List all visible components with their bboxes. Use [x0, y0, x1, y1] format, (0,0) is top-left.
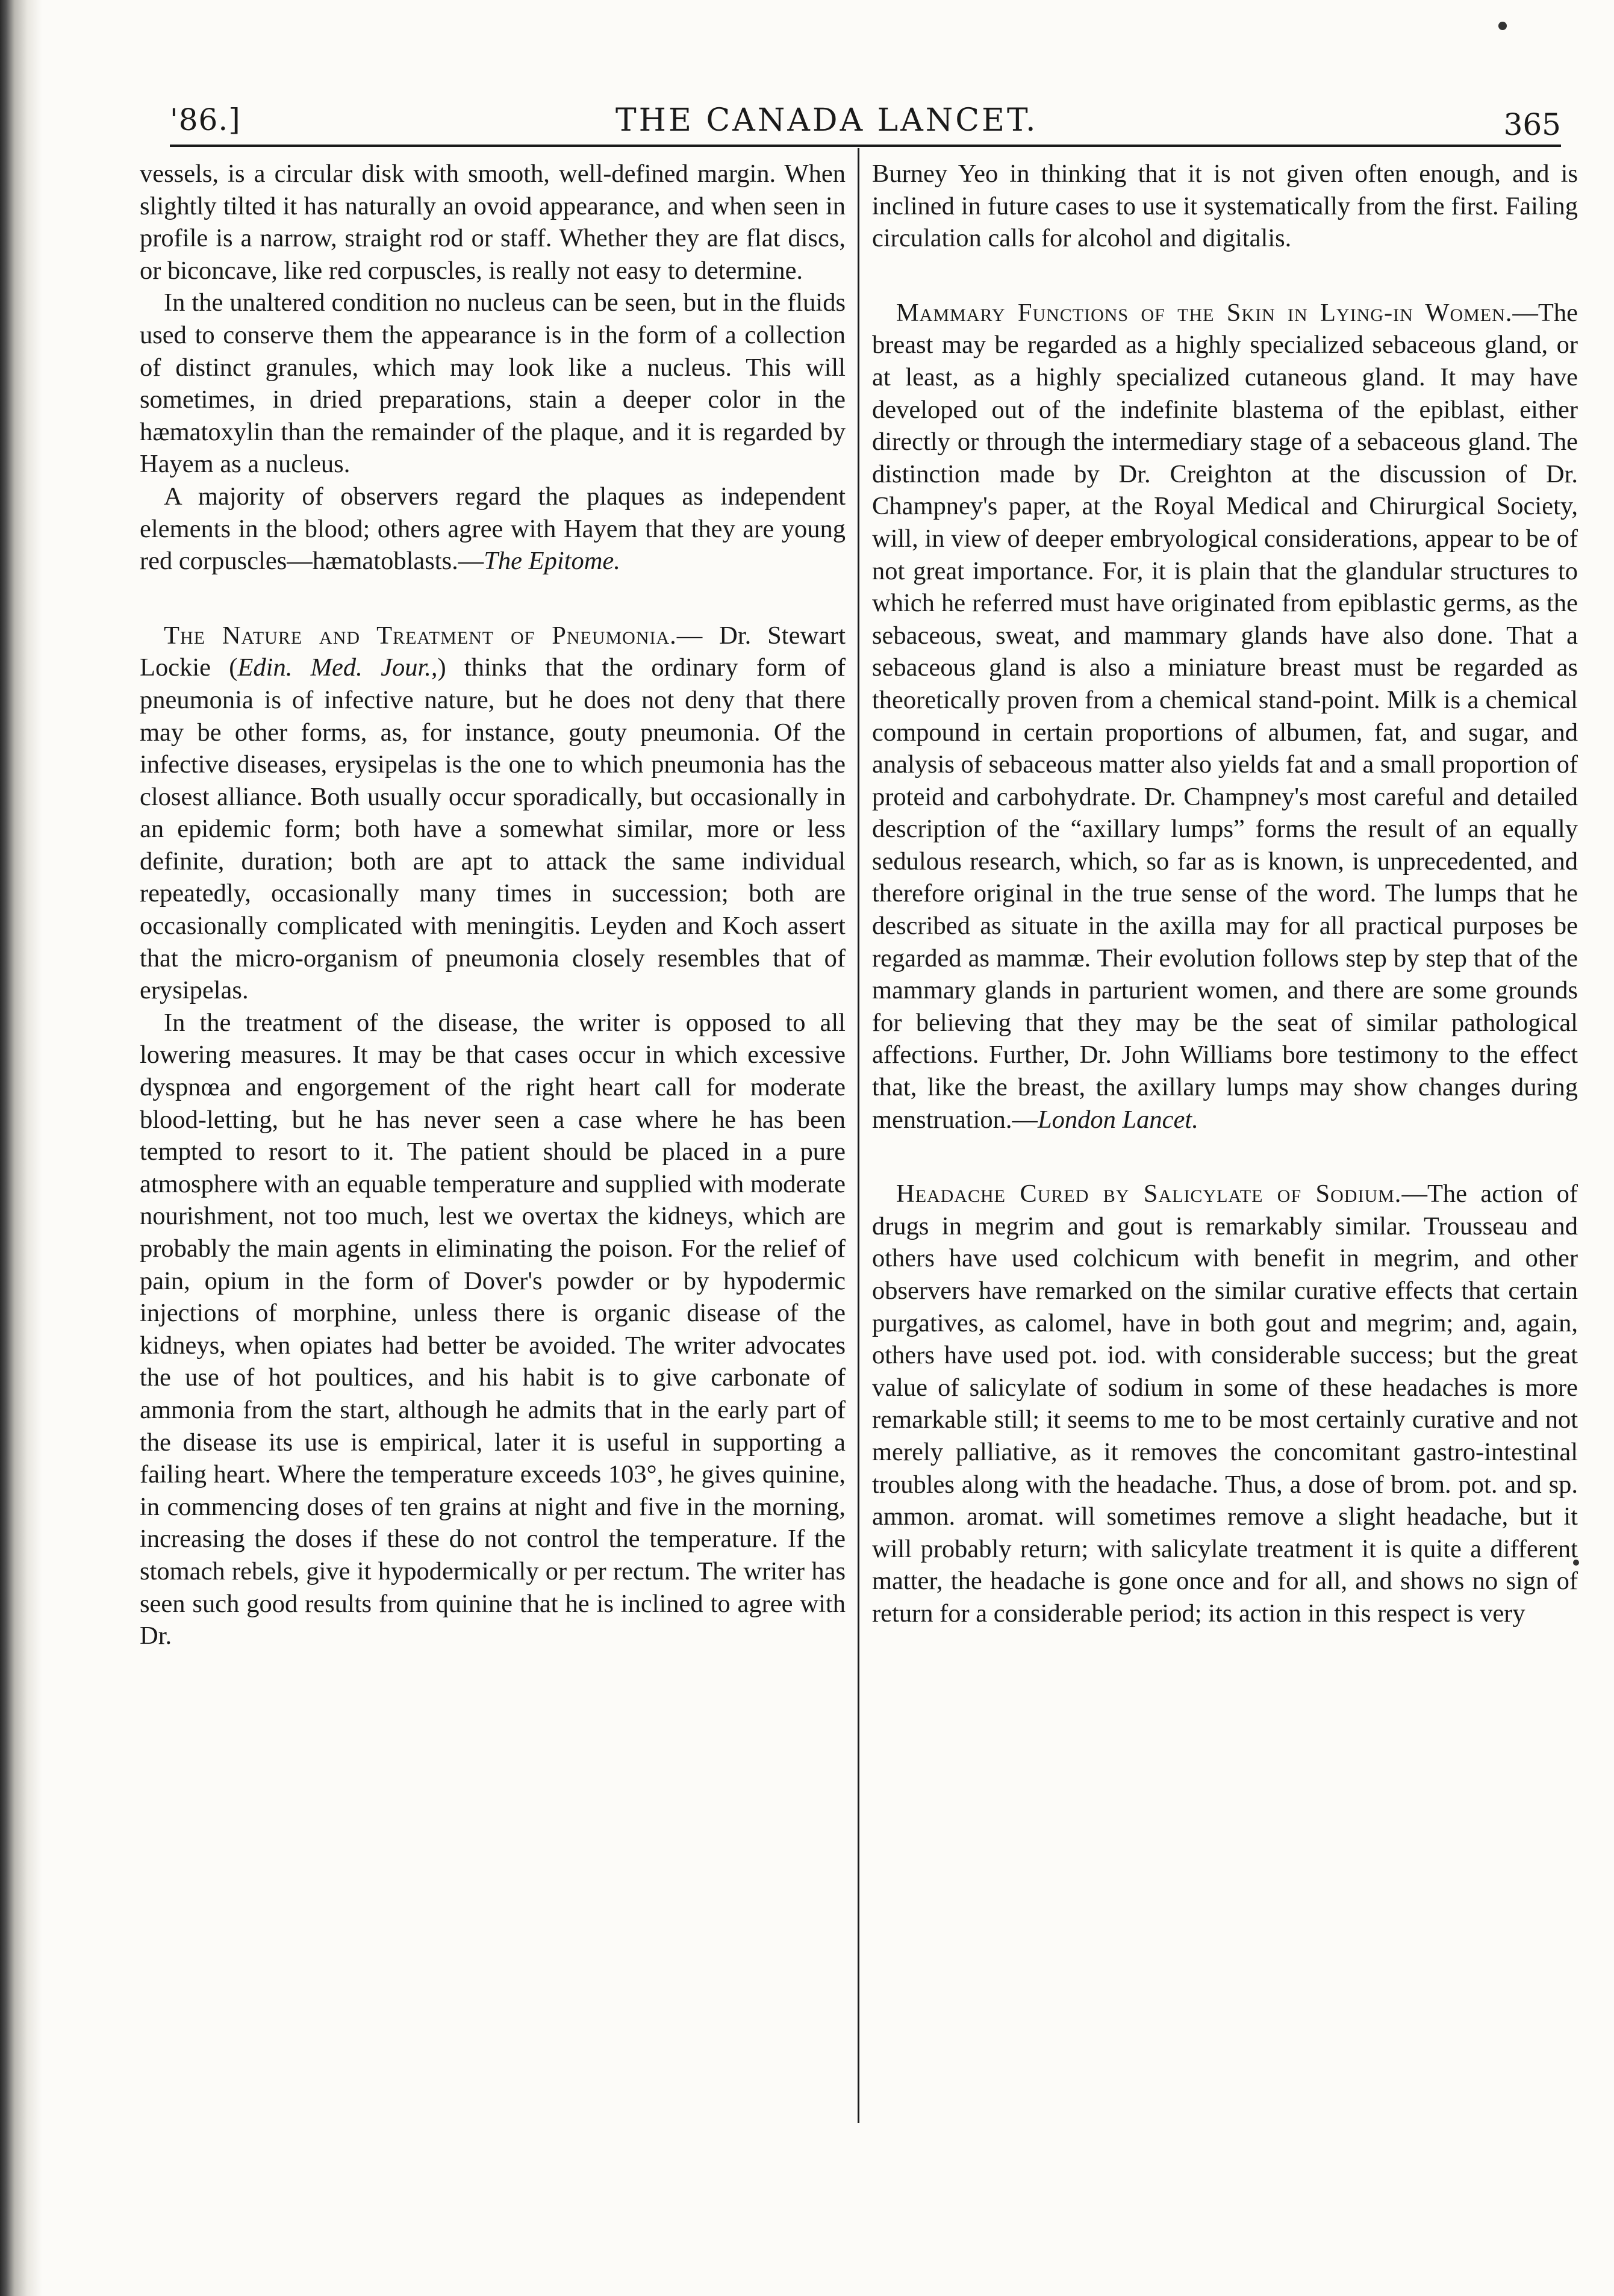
source-citation: London Lancet. — [1038, 1105, 1198, 1134]
article-pneumonia — [140, 620, 846, 1007]
section-gap — [872, 1136, 1578, 1178]
paragraph-text: ) thinks that the ordinary form of pneumonia is of infective nature, but he does not deny that there may be other forms, as, for instance, gouty pneumonia. Of the infective diseases, erysipelas is the one to which pneumonia has the closest alliance. Both usually occur sporadically, but occasionally in an epidemic form; both have a somewhat similar, more or less definite, duration; both are apt to attack the same individual repeatedly, occasionally many times in succession; both are occasionally complicated with meningitis. Leyden and Koch assert that the micro-organism of pneumonia closely resembles that of erysipelas. — [140, 653, 846, 1005]
article-headache — [872, 1178, 1578, 1629]
right-column — [872, 158, 1578, 1630]
section-gap — [872, 255, 1578, 297]
source-citation: The Epitome. — [484, 547, 620, 576]
journal-title: THE CANADA LANCET. — [615, 102, 1038, 138]
paragraph — [140, 481, 846, 577]
paragraph-text: —The breast may be regarded as a highly specialized sebaceous gland, or at least, as a highly specialized cutaneous gland. It may have developed out of the indefinite blastema of the epiblast, either directly or through the intermediary stage of a sebaceous gland. The distinction made by Dr. Creighton at the discussion of Dr. Champney's paper, at the Royal Medical and Chirurgical Society, will, in view of deeper embryological considerations, appear to be of not great importance. For, it is plain that the glandular structures to which he referred must have originated from epiblastic germs, as the sebaceous, sweat, and mammary glands have also done. That a sebaceous gland is also a miniature breast must be regarded as theoretically proven from a chemical stand-point. Milk is a chemical compound in certain proportions of albumen, fat, and sugar, and analysis of sebaceous matter also yields fat and a small proportion of proteid and carbohydrate. Dr. Champney's most careful and detailed description of the “axillary lumps” forms the result of an equally sedulous research, which, so far as is known, is unprecedented, and therefore original in the true sense of the word. The lumps that he described as situate in the axilla may for all practical purposes be regarded as mammæ. Their evolution follows step by step that of the mammary glands in parturient women, and there are some grounds for believing that they may be the seat of similar pathological affections. Further, Dr. John Williams bore testimony to the effect that, like the breast, the axillary lumps may show changes during menstruation.— — [872, 298, 1578, 1134]
section-gap — [140, 577, 846, 620]
paragraph: In the unaltered condition no nucleus can be seen, but in the fluids used to conserve them the appearance is in the form of a collection of distinct granules, which may look like a nucleus. This will sometimes, in dried preparations, stain a deeper color in the hæmatoxylin than the remainder of the plaque, and it is regarded by Hayem as a nucleus. — [140, 288, 846, 479]
page-binding-shadow — [0, 0, 42, 2296]
column-divider — [858, 148, 859, 2123]
paragraph: Burney Yeo in thinking that it is not given often enough, and is inclined in future cases to use it systematically from the first. Failing circulation calls for alcohol and digitalis. — [872, 160, 1578, 253]
paragraph: vessels, is a circular disk with smooth, well-defined margin. When slightly tilted it has naturally an ovoid appearance, and when seen in profile is a narrow, straight rod or staff. Whether they are flat discs, or biconcave, like red corpuscles, is really not easy to determine. — [140, 160, 846, 285]
paragraph: In the treatment of the disease, the writer is opposed to all lowering measures. It may be that cases occur in which excessive dyspnœa and engorgement of the right heart call for moderate blood-letting, but he has never seen a case where he has been tempted to resort to it. The patient should be placed in a pure atmosphere with an equable temperature and supplied with moderate nourishment, not too much, lest we overtax the kidneys, which are probably the main agents in eliminating the poison. For the relief of pain, opium in the form of Dover's powder or by hypodermic injections of morphine, unless there is organic disease of the kidneys, when opiates had better be avoided. The writer advocates the use of hot poultices, and his habit is to give carbonate of ammonia from the start, although he admits that in the early part of the disease its use is empirical, later it is useful in supporting a failing heart. Where the temperature exceeds 103°, he gives quinine, in commencing doses of ten grains at night and five in the morning, increasing the doses if these do not control the temperature. If the stomach rebels, give it hypodermically or per rectum. The writer has seen such good results from quinine that he is inclined to agree with Dr. — [140, 1008, 846, 1650]
volume-year: '86.] — [170, 102, 241, 137]
running-header — [170, 102, 1561, 147]
paragraph-text: Dr. Stewart Lockie ( — [140, 621, 846, 682]
article-heading: Headache Cured by Salicylate of Sodium. — [896, 1180, 1402, 1209]
left-column — [140, 158, 846, 1652]
page-number: 365 — [1503, 107, 1561, 142]
paragraph-text: —The action of drugs in megrim and gout is remarkably similar. Trousseau and others have used colchicum with benefit in megrim, and other observers have remarked on the similar curative effects that certain purgatives, as calomel, have in both gout and megrim; and, again, others have used pot. iod. with considerable success; but the great value of salicylate of sodium in some of these headaches is more remarkable still; it seems to me to be most certainly curative and not merely palliative, as it removes the concomitant gastro-intestinal troubles along with the headache. Thus, a dose of brom. pot. and sp. ammon. aromat. will sometimes remove a slight headache, but it will probably return; with salicylate treatment it is quite a different matter, the headache is gone once and for all, and shows no sign of return for a considerable period; its action in this respect is very — [872, 1180, 1578, 1628]
journal-citation: Edin. Med. Jour., — [237, 653, 438, 682]
article-mammary — [872, 297, 1578, 1136]
ink-speck — [1498, 22, 1507, 30]
article-heading: The Nature and Treatment of Pneumonia.— — [164, 621, 703, 650]
article-heading: Mammary Functions of the Skin in Lying-in Women. — [896, 298, 1513, 327]
paragraph-text: A majority of observers regard the plaques as independent elements in the blood; others agree with Hayem that they are young red corpuscles—hæmatoblasts.— — [140, 482, 846, 576]
